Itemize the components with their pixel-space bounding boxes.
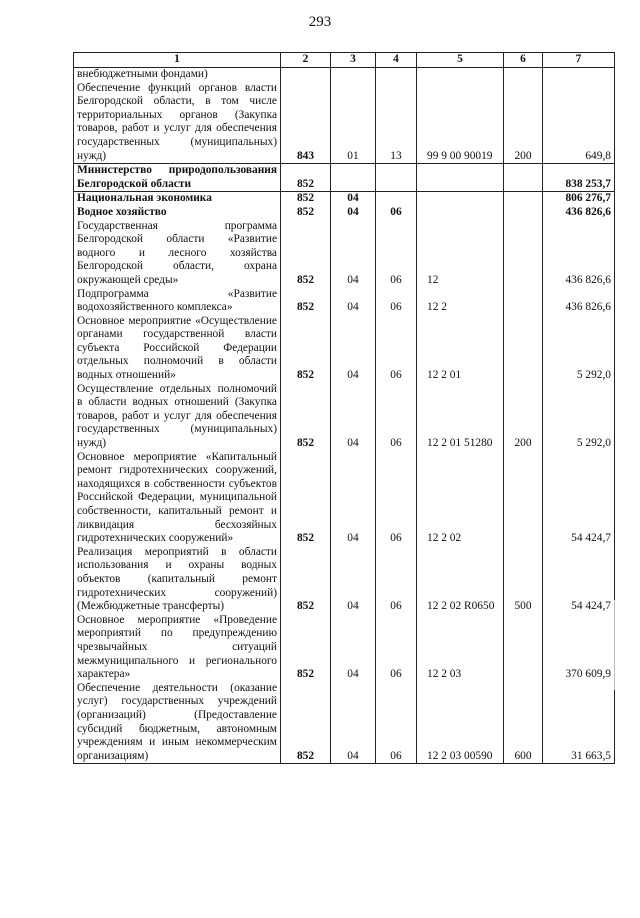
cell-subsection: 06 xyxy=(376,546,417,614)
cell-subsection xyxy=(376,192,417,206)
row-description: Основное мероприятие «Капитальный ремонт гидротехнических сооружений, находящихся в собственности субъектов Российской Федерации, муниципальной собственности, капитальный ремонт и ликвидация бесхозяйных гидротехнических сооружений» xyxy=(74,451,281,546)
cell-expense-type xyxy=(504,288,543,315)
cell-subsection xyxy=(376,68,417,82)
table-header-row xyxy=(74,53,615,68)
table-row xyxy=(74,68,615,82)
cell-target-article: 12 2 03 xyxy=(417,614,504,682)
cell-subsection xyxy=(376,164,417,192)
cell-ministry-code xyxy=(281,68,331,82)
cell-amount: 370 609,9 xyxy=(543,614,615,682)
cell-expense-type xyxy=(504,451,543,546)
table-row xyxy=(74,315,615,383)
cell-expense-type xyxy=(504,315,543,383)
cell-ministry-code: 843 xyxy=(281,82,331,164)
cell-section: 04 xyxy=(331,192,376,206)
row-description: Государственная программа Белгородской области «Развитие водного и лесного хозяйства Белгородской области, охрана окружающей среды» xyxy=(74,220,281,288)
table-row xyxy=(74,82,615,164)
cell-ministry-code: 852 xyxy=(281,614,331,682)
cell-section: 04 xyxy=(331,451,376,546)
cell-amount: 436 826,6 xyxy=(543,206,615,220)
cell-ministry-code: 852 xyxy=(281,206,331,220)
row-description: Обеспечение функций органов власти Белгородской области, в том числе территориальных органов (Закупка товаров, работ и услуг для обеспечения государственных (муниципальных) нужд) xyxy=(74,82,281,164)
cell-amount: 54 424,7 xyxy=(543,546,615,614)
cell-target-article xyxy=(417,68,504,82)
cell-section: 04 xyxy=(331,288,376,315)
header-col-3: 3 xyxy=(331,53,376,68)
cell-amount: 436 826,6 xyxy=(543,220,615,288)
cell-amount: 5 292,0 xyxy=(543,383,615,451)
cell-ministry-code: 852 xyxy=(281,383,331,451)
cell-section: 04 xyxy=(331,682,376,764)
cell-section xyxy=(331,68,376,82)
cell-section: 04 xyxy=(331,383,376,451)
row-description: Министерство природопользования Белгородской области xyxy=(74,164,281,192)
row-description: Реализация мероприятий в области использования и охраны водных объектов (капитальный ремонт гидротехнических сооружений) (Межбюджетные трансферты) xyxy=(74,546,281,614)
table-row xyxy=(74,220,615,288)
cell-ministry-code: 852 xyxy=(281,164,331,192)
cell-expense-type: 600 xyxy=(504,682,543,764)
cell-expense-type xyxy=(504,192,543,206)
cell-subsection: 06 xyxy=(376,220,417,288)
cell-target-article: 12 2 02 xyxy=(417,451,504,546)
row-description: Осуществление отдельных полномочий в области водных отношений (Закупка товаров, работ и услуг для обеспечения государственных (муниципальных) нужд) xyxy=(74,383,281,451)
cell-section: 04 xyxy=(331,546,376,614)
scan-artifact-line xyxy=(614,600,615,690)
cell-amount xyxy=(543,68,615,82)
cell-target-article: 99 9 00 90019 xyxy=(417,82,504,164)
cell-target-article: 12 2 02 R0650 xyxy=(417,546,504,614)
cell-target-article: 12 2 03 00590 xyxy=(417,682,504,764)
cell-expense-type xyxy=(504,68,543,82)
cell-ministry-code: 852 xyxy=(281,288,331,315)
header-col-5: 5 xyxy=(417,53,504,68)
page-number: 293 xyxy=(308,14,332,30)
cell-subsection: 06 xyxy=(376,614,417,682)
cell-target-article xyxy=(417,192,504,206)
cell-ministry-code: 852 xyxy=(281,546,331,614)
cell-subsection: 06 xyxy=(376,315,417,383)
cell-subsection: 13 xyxy=(376,82,417,164)
budget-table xyxy=(73,52,615,764)
row-description: Подпрограмма «Развитие водохозяйственного комплекса» xyxy=(74,288,281,315)
cell-subsection: 06 xyxy=(376,383,417,451)
cell-subsection: 06 xyxy=(376,288,417,315)
cell-target-article: 12 xyxy=(417,220,504,288)
row-description: внебюджетными фондами) xyxy=(74,68,281,82)
table-row xyxy=(74,192,615,206)
cell-amount: 31 663,5 xyxy=(543,682,615,764)
cell-section xyxy=(331,164,376,192)
table-row xyxy=(74,164,615,192)
cell-section: 01 xyxy=(331,82,376,164)
cell-target-article xyxy=(417,164,504,192)
cell-ministry-code: 852 xyxy=(281,220,331,288)
cell-expense-type: 500 xyxy=(504,546,543,614)
table-row xyxy=(74,682,615,764)
cell-target-article: 12 2 xyxy=(417,288,504,315)
cell-target-article xyxy=(417,206,504,220)
cell-subsection: 06 xyxy=(376,451,417,546)
cell-amount: 649,8 xyxy=(543,82,615,164)
row-description: Основное мероприятие «Осуществление органами государственной власти субъекта Российской Федерации отдельных полномочий в области водных отношений» xyxy=(74,315,281,383)
row-description: Обеспечение деятельности (оказание услуг) государственных учреждений (организаций) (Предоставление субсидий бюджетным, автономным учреждениям и иным некоммерческим организациям) xyxy=(74,682,281,764)
cell-amount: 838 253,7 xyxy=(543,164,615,192)
table-row xyxy=(74,451,615,546)
cell-ministry-code: 852 xyxy=(281,315,331,383)
header-col-4: 4 xyxy=(376,53,417,68)
cell-expense-type: 200 xyxy=(504,383,543,451)
row-description: Водное хозяйство xyxy=(74,206,281,220)
header-col-1: 1 xyxy=(74,53,281,68)
row-description: Национальная экономика xyxy=(74,192,281,206)
cell-ministry-code: 852 xyxy=(281,682,331,764)
cell-amount: 5 292,0 xyxy=(543,315,615,383)
table-row xyxy=(74,546,615,614)
table-row xyxy=(74,614,615,682)
cell-ministry-code: 852 xyxy=(281,192,331,206)
header-col-6: 6 xyxy=(504,53,543,68)
cell-expense-type xyxy=(504,614,543,682)
header-col-7: 7 xyxy=(543,53,615,68)
cell-amount: 806 276,7 xyxy=(543,192,615,206)
cell-section: 04 xyxy=(331,220,376,288)
cell-expense-type: 200 xyxy=(504,82,543,164)
cell-subsection: 06 xyxy=(376,206,417,220)
cell-section: 04 xyxy=(331,614,376,682)
header-col-2: 2 xyxy=(281,53,331,68)
cell-expense-type xyxy=(504,206,543,220)
table-row xyxy=(74,383,615,451)
cell-expense-type xyxy=(504,220,543,288)
cell-section: 04 xyxy=(331,206,376,220)
cell-subsection: 06 xyxy=(376,682,417,764)
cell-target-article: 12 2 01 xyxy=(417,315,504,383)
cell-amount: 54 424,7 xyxy=(543,451,615,546)
table-row xyxy=(74,288,615,315)
cell-section: 04 xyxy=(331,315,376,383)
table-row xyxy=(74,206,615,220)
cell-ministry-code: 852 xyxy=(281,451,331,546)
cell-expense-type xyxy=(504,164,543,192)
row-description: Основное мероприятие «Проведение мероприятий по предупреждению чрезвычайных ситуаций межмуниципального и регионального характера» xyxy=(74,614,281,682)
cell-amount: 436 826,6 xyxy=(543,288,615,315)
cell-target-article: 12 2 01 51280 xyxy=(417,383,504,451)
